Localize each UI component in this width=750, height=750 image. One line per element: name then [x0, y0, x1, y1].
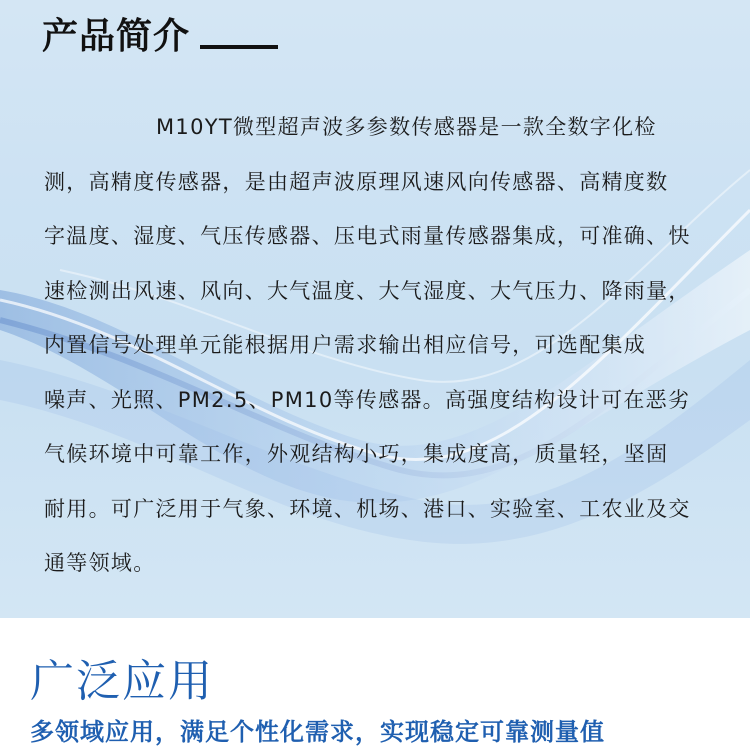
description-line: M10YT微型超声波多参数传感器是一款全数字化检 [156, 115, 657, 139]
description-line: 测，高精度传感器，是由超声波原理风速风向传感器、高精度数 [44, 169, 669, 194]
application-title: 广泛应用 [30, 656, 214, 707]
title-underline [200, 45, 278, 49]
section-title: 产品简介 [42, 15, 191, 57]
description-line: 通等领域。 [44, 551, 156, 575]
description-line: 内置信号处理单元能根据用户需求输出相应信号，可选配集成 [44, 333, 647, 357]
description-line: 气候环境中可靠工作，外观结构小巧，集成度高，质量轻，坚固 [44, 442, 669, 466]
application-subtitle: 多领域应用，满足个性化需求，实现稳定可靠测量值 [30, 717, 605, 746]
description-line: 字温度、湿度、气压传感器、压电式雨量传感器集成，可准确、快 [44, 224, 691, 248]
description-line: 耐用。可广泛用于气象、环境、机场、港口、实验室、工农业及交 [44, 496, 691, 521]
description-line: 噪声、光照、PM2.5、PM10等传感器。高强度结构设计可在恶劣 [44, 387, 691, 412]
product-description [44, 112, 714, 603]
description-line: 速检测出风速、风向、大气温度、大气湿度、大气压力、降雨量， [44, 278, 691, 303]
